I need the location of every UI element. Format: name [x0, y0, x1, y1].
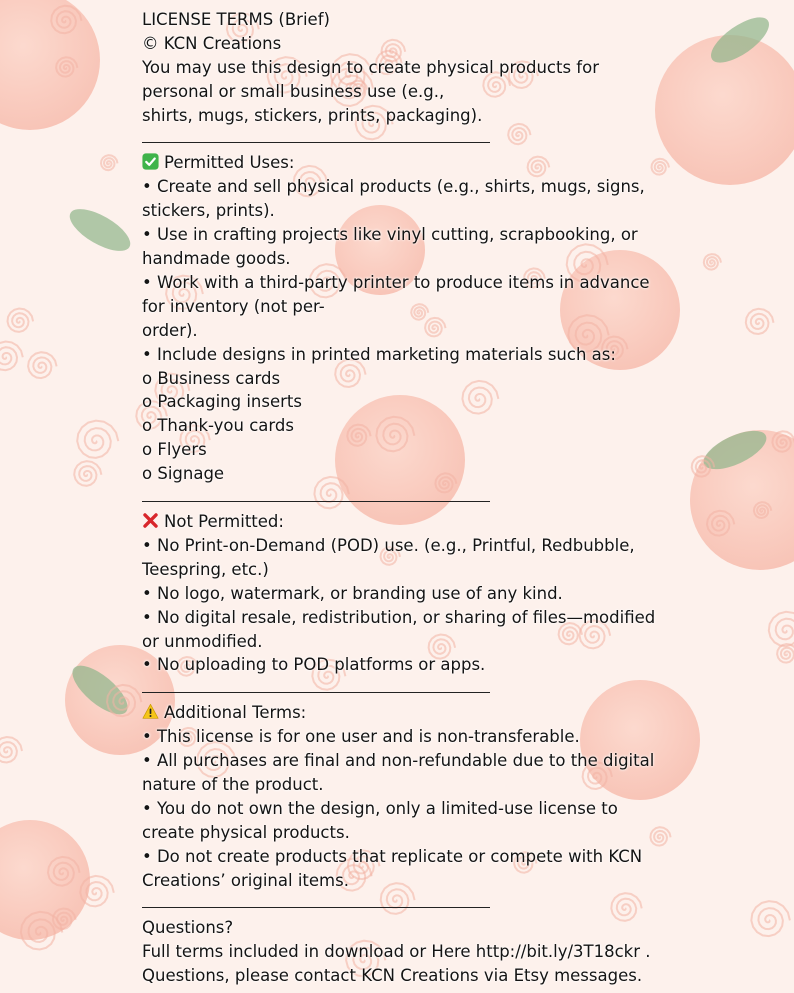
permitted-line: stickers, prints).: [142, 201, 275, 221]
permitted-line: o Thank-you cards: [142, 416, 294, 436]
additional-line: • You do not own the design, only a limited-use license to: [142, 798, 618, 818]
questions-line: Questions, please contact KCN Creations via Etsy messages.: [142, 966, 643, 986]
not-permitted-line: • No digital resale, redistribution, or sharing of files—modified: [142, 607, 656, 627]
not-permitted-line: • No logo, watermark, or branding use of any kind.: [142, 583, 563, 603]
questions-heading: Questions?: [142, 918, 234, 938]
cross-mark-icon: [142, 512, 159, 529]
swirl-motif: [101, 155, 118, 170]
permitted-heading: [142, 151, 662, 175]
not-permitted-heading: [142, 510, 662, 534]
permitted-line: • Create and sell physical products (e.g., shirts, mugs, signs,: [142, 177, 645, 197]
warning-icon: [142, 703, 159, 720]
additional-line: • This license is for one user and is non-transferable.: [142, 727, 580, 747]
not-permitted-line: Teespring, etc.): [142, 559, 269, 579]
additional-line: nature of the product.: [142, 774, 324, 794]
swirl-motif: [28, 352, 56, 378]
permitted-line: o Signage: [142, 464, 225, 484]
peach-motif: [0, 0, 100, 130]
swirl-motif: [769, 612, 794, 646]
leaf-motif: [64, 201, 137, 259]
swirl-motif: [77, 421, 118, 458]
check-mark-icon: [142, 153, 159, 170]
swirl-motif: [0, 342, 23, 371]
copyright-owner: © KCN Creations: [142, 33, 282, 53]
permitted-line: o Packaging inserts: [142, 392, 302, 412]
permitted-line: for inventory (not per-: [142, 296, 325, 316]
not-permitted-line: or unmodified.: [142, 631, 263, 651]
permitted-line: o Flyers: [142, 440, 207, 460]
permitted-heading-label: Permitted Uses:: [164, 153, 295, 173]
swirl-motif: [74, 461, 101, 486]
permitted-line: • Use in crafting projects like vinyl cutting, scrapbooking, or: [142, 225, 638, 245]
additional-line: Creations’ original items.: [142, 870, 349, 890]
swirl-motif: [704, 254, 721, 270]
permitted-line: • Work with a third-party printer to produce items in advance: [142, 272, 650, 292]
swirl-motif: [746, 309, 774, 334]
intro-line: personal or small business use (e.g.,: [142, 81, 445, 101]
additional-heading: [142, 701, 662, 725]
not-permitted-heading-label: Not Permitted:: [164, 512, 284, 531]
license-document: [142, 8, 662, 988]
permitted-line: order).: [142, 320, 198, 340]
not-permitted-line: • No Print-on-Demand (POD) use. (e.g., Printful, Redbubble,: [142, 535, 635, 555]
swirl-motif: [0, 737, 22, 763]
not-permitted-line: • No uploading to POD platforms or apps.: [142, 655, 486, 675]
questions-line: Full terms included in download or Here http://bit.ly/3T18ckr .: [142, 942, 651, 962]
permitted-line: handmade goods.: [142, 249, 291, 269]
additional-heading-label: Additional Terms:: [164, 703, 307, 723]
permitted-line: • Include designs in printed marketing materials such as:: [142, 344, 616, 364]
license-title: LICENSE TERMS (Brief): [142, 10, 330, 29]
peach-motif: [0, 820, 90, 940]
additional-line: • Do not create products that replicate or compete with KCN: [142, 846, 643, 866]
additional-line: • All purchases are final and non-refundable due to the digital: [142, 751, 655, 771]
intro-line: You may use this design to create physical products for: [142, 57, 599, 77]
swirl-motif: [8, 309, 34, 332]
permitted-line: o Business cards: [142, 368, 281, 388]
intro-line: shirts, mugs, stickers, prints, packaging).: [142, 105, 483, 125]
swirl-motif: [751, 901, 790, 936]
additional-line: create physical products.: [142, 822, 350, 842]
